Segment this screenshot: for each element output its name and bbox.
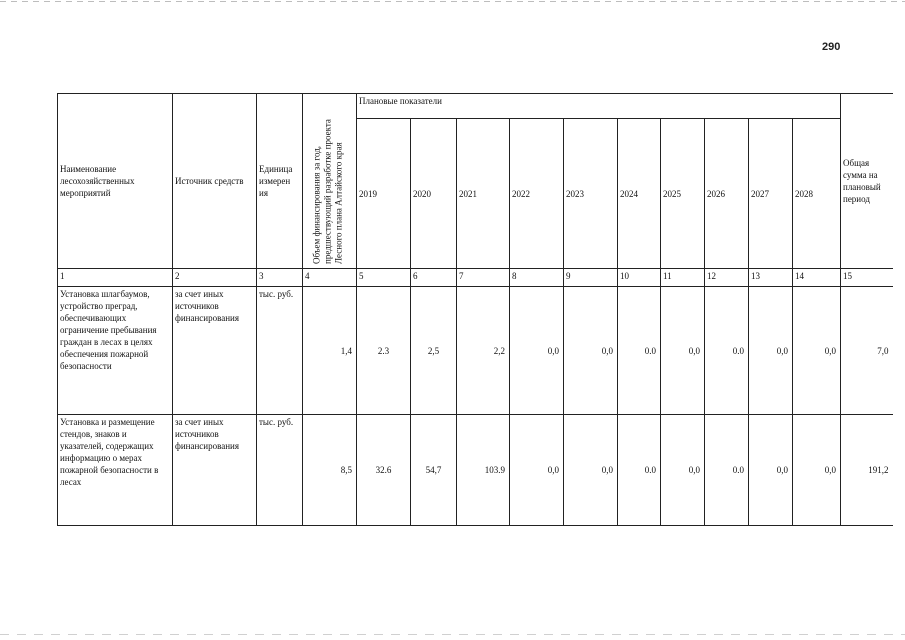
header-prior-funding — [303, 94, 357, 269]
page-number: 290 — [822, 41, 841, 53]
row-year-value: 0,0 — [749, 415, 793, 526]
row-year-value: 0,0 — [564, 415, 618, 526]
row-funding-source: за счет иных источников финансирования — [173, 415, 257, 526]
header-total: Общая сумма на плановый период — [841, 94, 893, 269]
row-year-value: 0.0 — [618, 415, 661, 526]
row-funding-source: за счет иных источников финансирования — [173, 287, 257, 415]
header-plan-indicators: Плановые показатели — [357, 94, 841, 119]
row-prior-value: 8,5 — [303, 415, 357, 526]
column-number: 12 — [705, 269, 749, 287]
header-name: Наименование лесохозяйственных мероприятий — [58, 94, 173, 269]
row-year-value: 0.0 — [618, 287, 661, 415]
row-year-value: 0,0 — [510, 287, 564, 415]
row-activity-name: Установка и размещение стендов, знаков и указателей, содержащих информацию о мерах пожарной безопасности в лесах — [58, 415, 173, 526]
row-year-value: 0,0 — [661, 415, 705, 526]
row-year-value: 54,7 — [411, 415, 457, 526]
column-number: 5 — [357, 269, 411, 287]
row-activity-name: Установка шлагбаумов, устройство преград, обеспечивающих ограничение пребывания граждан в лесах в целях обеспечения пожарной безопасности — [58, 287, 173, 415]
column-number: 2 — [173, 269, 257, 287]
header-year: 2022 — [510, 119, 564, 269]
row-year-value: 0.0 — [705, 415, 749, 526]
row-year-value: 0,0 — [661, 287, 705, 415]
row-year-value: 0,0 — [793, 415, 841, 526]
header-year: 2025 — [661, 119, 705, 269]
row-year-value: 2,5 — [411, 287, 457, 415]
row-year-value: 32.6 — [357, 415, 411, 526]
scan-bottom-edge — [0, 634, 905, 635]
column-number: 1 — [58, 269, 173, 287]
header-year: 2026 — [705, 119, 749, 269]
column-number: 3 — [257, 269, 303, 287]
header-source: Источник средств — [173, 94, 257, 269]
column-number: 8 — [510, 269, 564, 287]
column-number: 4 — [303, 269, 357, 287]
row-unit: тыс. руб. — [257, 415, 303, 526]
row-year-value: 0,0 — [749, 287, 793, 415]
header-year: 2021 — [457, 119, 510, 269]
header-year: 2020 — [411, 119, 457, 269]
row-year-value: 0,0 — [510, 415, 564, 526]
row-year-value: 0.0 — [705, 287, 749, 415]
row-prior-value: 1,4 — [303, 287, 357, 415]
row-year-value: 2,2 — [457, 287, 510, 415]
row-total-value: 7,0 — [841, 287, 893, 415]
column-number: 15 — [841, 269, 893, 287]
column-number: 13 — [749, 269, 793, 287]
table-row — [58, 287, 893, 415]
row-total-value: 191,2 — [841, 415, 893, 526]
column-number-row — [58, 269, 893, 287]
header-year: 2024 — [618, 119, 661, 269]
column-number: 7 — [457, 269, 510, 287]
header-year: 2027 — [749, 119, 793, 269]
row-year-value: 0,0 — [564, 287, 618, 415]
forestry-plan-table — [57, 93, 893, 526]
header-year: 2023 — [564, 119, 618, 269]
column-number: 9 — [564, 269, 618, 287]
column-number: 14 — [793, 269, 841, 287]
row-unit: тыс. руб. — [257, 287, 303, 415]
table-row — [58, 415, 893, 526]
column-number: 10 — [618, 269, 661, 287]
row-year-value: 103.9 — [457, 415, 510, 526]
row-year-value: 0,0 — [793, 287, 841, 415]
header-year: 2028 — [793, 119, 841, 269]
header-prior-funding-text: Объем финансирования за год, предшествующий разработке проекта Лесного плана Алтайского края — [311, 119, 344, 264]
scan-top-edge — [0, 1, 905, 2]
header-year: 2019 — [357, 119, 411, 269]
header-row-top — [58, 94, 893, 119]
row-year-value: 2.3 — [357, 287, 411, 415]
column-number: 11 — [661, 269, 705, 287]
column-number: 6 — [411, 269, 457, 287]
header-unit: Единица измерен ия — [257, 94, 303, 269]
